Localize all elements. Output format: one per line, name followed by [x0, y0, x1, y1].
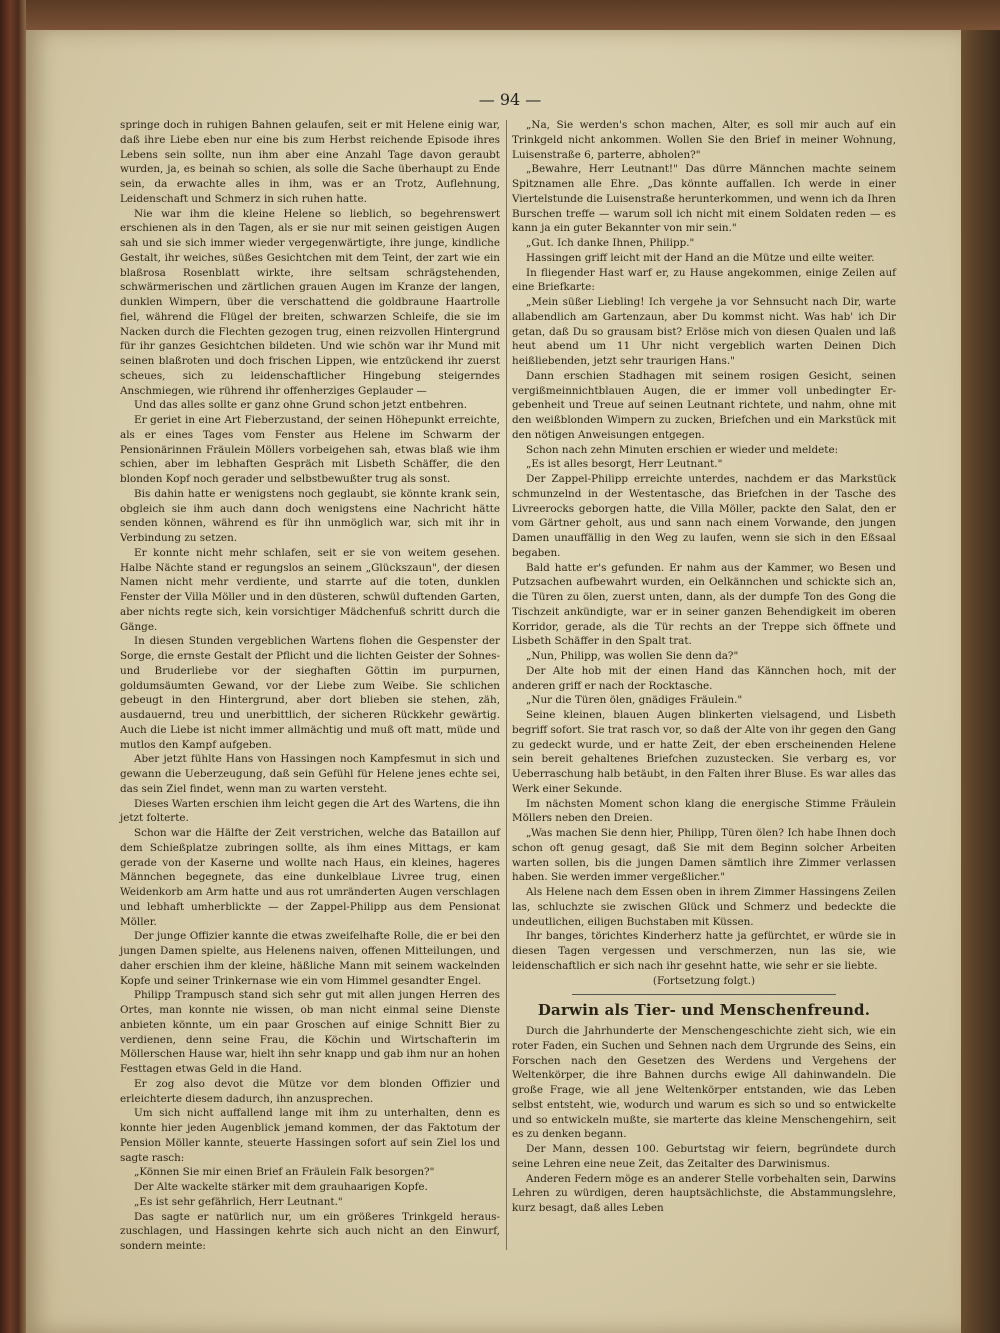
page-right-edge [961, 30, 1000, 1333]
paragraph: Um sich nicht auffallend lange mit ihm zu unterhalten, denn es konnte hier jeden Augenblick jemand kommen, der das Faktotum der Pension Möller kannte, steuerte Hassingen sofort auf sein Ziel los und sagte rasch: [120, 1107, 500, 1164]
paragraph: „Können Sie mir einen Brief an Fräulein Falk besorgen?" [134, 1166, 435, 1179]
book-spine [0, 0, 26, 1333]
paragraph: Hassingen griff leicht mit der Hand an die Mütze und eilte weiter. [526, 251, 875, 264]
paragraph: „Na, Sie werden's schon machen, Alter, es soll mir auch auf ein Trinkgeld nicht ankommen. Wollen Sie den Brief in meiner Wohnung, Luisenstraße 6, parterre, abholen?" [512, 119, 896, 161]
paragraph: Schon nach zehn Minuten erschien er wieder und meldete: [526, 443, 839, 456]
paragraph: Der Alte hob mit der einen Hand das Kännchen hoch, mit der anderen griff er nach der Rocktasche. [512, 664, 896, 692]
left-column [120, 118, 500, 1254]
column-divider [506, 120, 507, 1250]
paragraph: „Nur die Türen ölen, gnädiges Fräulein." [526, 694, 743, 707]
page-top-edge [26, 0, 1000, 30]
paragraph: „Mein süßer Liebling! Ich vergehe ja vor Sehnsucht nach Dir, warte allabendlich am Gartenzaun, aber Du kommst nicht. Was hab' ich Dir getan, daß Du so grausam bist? Erlöse mich von diesen Qualen und laß heut abend um 11 Uhr nicht vergeblich warten Deinen Dich heißliebenden, jetzt sehr traurigen Hans." [512, 296, 896, 367]
article-heading: Darwin als Tier- und Menschenfreund. [537, 1001, 871, 1020]
paragraph: Anderen Federn möge es an anderer Stelle vorbehalten sein, Darwins Lehren zu würdigen, deren hauptsächlichste, die Abstammungslehre, kurz besagt, daß alles Leben [512, 1172, 896, 1214]
paragraph: Er zog also devot die Mütze vor dem blonden Offizier und erleichterte diesem dadurch, ihn anzusprechen. [120, 1077, 500, 1105]
paragraph: „Bewahre, Herr Leutnant!" Das dürre Männchen machte seinem Spitznamen alle Ehre. „Das könnte auffallen. Ich werde in einer Viertelstunde die Luisenstraße herunterkommen, und wenn ich da Ihren Burschen treffe — warum soll ich nicht mit einem Soldaten reden — es kann ja ein guter Bekannter von mir sein." [512, 163, 896, 235]
paragraph: Schon war die Hälfte der Zeit verstrichen, welche das Bataillon auf dem Schießplatze zubringen sollte, als ihm eines Mittags, er kam gerade von der Kaserne und wollte nach Haus, ein kleines, hageres Männchen begegnete, das eine dunkelblaue Livree trug, einen Weidenkorb am Arm hatte und aus rot umränderten Augen verschlagen und lebhaft umherblickte — der Zappel-Philipp aus dem Pensionat Möller. [120, 827, 500, 928]
paragraph: Der Mann, dessen 100. Geburtstag wir feiern, begründete durch seine Lehren eine neue Zeit, das Zeitalter des Darwinismus. [512, 1143, 896, 1170]
paragraph: Durch die Jahrhunderte der Menschengeschichte zieht sich, wie ein roter Faden, ein Suchen und Sehnen nach dem Urgrunde des Seins, ein Forschen nach den Gesetzen des Werdens und Vergehens der Weltenkörper, die ihre Bahnen durchs ewige All dahinwandeln. Die große Frage, wie all jene Weltenkörper entstanden, wie das Leben selbst entsteht, wie, wodurch und warum es sich so und so entwickelte und so entwickeln mußte, sie marterte das kleine Menschengehirn, seit es zu denken begann. [512, 1025, 896, 1141]
paragraph: Ihr banges, törichtes Kinderherz hatte ja gefürchtet, er würde sie in diesen Tagen vergessen und verschmerzen, nun las sie, wie leidenschaftlich er sich nach ihr gesehnt hatte, wie sehr er sie liebte. [512, 930, 896, 972]
paragraph: „Gut. Ich danke Ihnen, Philipp." [526, 237, 695, 249]
paragraph: Aber jetzt fühlte Hans von Hassingen noch Kampfesmut in sich und gewann die Ueberzeugung, daß sein Gefühl für Helene jenes echte sei, das sein Ziel findet, wenn man zu warten versteht. [120, 753, 500, 795]
paragraph: Im nächsten Moment schon klang die energische Stimme Fräulein Möllers neben den Dreien. [512, 797, 896, 825]
paragraph: Philipp Trampusch stand sich sehr gut mit allen jungen Herren des Ortes, man konnte nie wissen, ob man nicht einmal seine Dienste anbieten könnte, um ein paar Groschen auf einige Schnitt Bier zu verdienen, denn seine Frau, die Köchin und Wirtschafterin im Möllerschen Hause war, hielt ihn sehr knapp und gab ihm nur an hohen Festtagen etwas Geld in die Hand. [120, 989, 500, 1075]
paragraph: Der Alte wackelte stärker mit dem grauhaarigen Kopfe. [134, 1181, 428, 1193]
paragraph: In diesen Stunden vergeblichen Wartens flohen die Gespenster der Sorge, die ernste Gestalt der Pflicht und die lichten Geister der Sohnes- und Bruderliebe vor der sieghaften Göttin im purpurnen, goldumsäumten Gewand, vor der Liebe zum Weibe. Sie schlichen gebeugt in den Hintergrund, aber dort blieben sie stehen, zäh, ausdauernd, treu und unerbittlich, der sicheren Rückkehr gewärtig. Auch die Liebe ist nicht immer allmächtig und muß oft matt, müde und mutlos den Kampf aufgeben. [120, 635, 500, 751]
paragraph: „Es ist sehr gefährlich, Herr Leutnant." [134, 1195, 343, 1208]
paragraph: Als Helene nach dem Essen oben in ihrem Zimmer Hassingens Zeilen las, schluchzte sie zwischen Glück und Schmerz und bedeckte die undeutlichen, eiligen Buchstaben mit Küssen. [512, 886, 896, 928]
continuation-note: (Fortsetzung folgt.) [652, 974, 756, 987]
article-divider [572, 994, 836, 995]
paragraph: Der junge Offizier kannte die etwas zweifelhafte Rolle, die er bei den jungen Damen spielte, aus Helenens naiven, offenen Mitteilungen, und daher erschien ihm der kleine, häßliche Mann mit seinem wackelnden Kopfe und seiner Trinkernase wie ein vom Himmel gesandter Engel. [120, 930, 500, 987]
paragraph: In fliegender Hast warf er, zu Hause angekommen, einige Zeilen auf eine Briefkarte: [512, 266, 896, 294]
paragraph: Dann erschien Stadhagen mit seinem rosigen Gesicht, seinen vergißmeinnichtblauen Augen, die er immer voll unbedingter Ergebenheit und Treue auf seinen Leutnant richtete, und nahm, ohne mit den weißblonden Wimpern zu zucken, Briefchen und ein Markstück mit den nötigen Anweisungen entgegen. [512, 369, 896, 441]
paragraph: Er geriet in eine Art Fieberzustand, der seinen Höhepunkt erreichte, als er eines Tages vom Fenster aus Helene im Schwarm der Pensionärinnen Fräulein Möllers vorbeigehen sah, etwas blaß wie ihm schien, aber im lebhaften Gespräch mit Lisbeth Schäffer, die den blonden Kopf noch gerader und selbstbewußter trug als sonst. [120, 414, 500, 485]
page-number: — 94 — [478, 90, 542, 109]
paragraph: Er konnte nicht mehr schlafen, seit er sie von weitem gesehen. Halbe Nächte stand er regungslos an seinem „Glückszaun", der diesen Namen nicht mehr verdiente, und starrte auf die toten, dunklen Fenster der Villa Möller und in den düsteren, schwül duftenden Garten, aber nichts regte sich, kein vorsichtiger Mädchenfuß schritt durch die Gänge. [120, 546, 500, 633]
paragraph: springe doch in ruhigen Bahnen gelaufen, seit er mit Helene einig war, daß ihre Liebe eben nur eine bis zum Herbst reichende Episode ihres Lebens sein sollte, nun ihm aber eine Anzahl Tage davon geraubt wurden, ja, es beinah so schien, als solle die Sache überhaupt zu Ende sein, da erwachte alles in ihm, was er an Trotz, Auflehnung, Leidenschaft und Schmerz in sich ruhen hatte. [120, 119, 500, 205]
paragraph: Nie war ihm die kleine Helene so lieblich, so begehrenswert erschienen als in den Tagen, als er sie nur mit seinen geistigen Augen sah und sie sich immer wieder vergegenwärtigte, ihre junge, kindliche Gestalt, ihr weiches, süßes Gesichtchen mit dem Teint, der zart wie ein blaßrosa Rosenblatt wirkte, ihre seltsam schrägstehenden, schwärmerischen und zärtlichen grauen Augen im Kranze der langen, dunklen Wimpern, über die verschattend die goldbraune Haartrolle fiel, während die Flügel der breiten, schwarzen Schleife, die sie im Nacken durch die Flechten gezogen trug, einen reizvollen Hintergrund für ihr ganzes Gesichtchen bildeten. Und wie schön war ihr Mund mit seinen blaßroten und doch frischen Lippen, wie entzückend ihr zuerst scheues, sich zu leidenschaftlicher Hingebung steigerndes Anschmiegen, wie rührend ihr offenherziges Geplauder — [120, 207, 500, 397]
paragraph: Dieses Warten erschien ihm leicht gegen die Art des Wartens, die ihn jetzt folterte. [120, 797, 500, 825]
right-column [512, 118, 896, 1216]
paragraph: Und das alles sollte er ganz ohne Grund schon jetzt entbehren. [134, 399, 468, 412]
paragraph: „Was machen Sie denn hier, Philipp, Türen ölen? Ich habe Ihnen doch schon oft genug gesagt, daß Sie mit dem Beginn solcher Arbeiten warten sollen, bis die jungen Damen sämtlich ihre Zimmer verlassen haben. Sie werden immer vergeßlicher." [512, 827, 896, 884]
paragraph: Das sagte er natürlich nur, um ein größeres Trinkgeld herauszuschlagen, und Hassingen kehrte sich auch nicht an den Einwurf, sondern meinte: [120, 1210, 500, 1252]
paragraph: „Es ist alles besorgt, Herr Leutnant." [526, 458, 723, 471]
paragraph: Bald hatte er's gefunden. Er nahm aus der Kammer, wo Besen und Putzsachen aufbewahrt wurden, ein Oelkännchen und schickte sich an, die Türen zu ölen, zuerst unten, dann, als der dumpfe Ton des Gong die Tischzeit ankündigte, war er in seiner ganzen Behendigkeit im oberen Korridor, gerade, als die Tür rechts an der Treppe sich öffnete und Lisbeth Schäffer in den Spalt trat. [512, 561, 896, 648]
paragraph: „Nun, Philipp, was wollen Sie denn da?" [526, 650, 739, 662]
paragraph: Seine kleinen, blauen Augen blinkerten vielsagend, und Lisbeth begriff sofort. Sie trat rasch vor, so daß der Alte von ihr gegen den Gang zu gedeckt wurde, und er hatte Zeit, der eben erscheinenden Helene sein bereit gehaltenes Briefchen zuzustecken. Sie verbarg es, vor Ueberraschung halb betäubt, in den Falten ihrer Bluse. Es war alles das Werk einer Sekunde. [512, 709, 896, 795]
paragraph: Der Zappel-Philipp erreichte unterdes, nachdem er das Markstück schmunzelnd in der Westentasche, das Briefchen in der Tasche des Livreerocks geborgen hatte, die Villa Möller, packte den Salat, den er vom Gärtner geholt, aus und sann nach einem Vorwande, den jungen Damen unauffällig in den Weg zu laufen, wenn sie sich in den Eßsaal begaben. [512, 473, 896, 559]
paragraph: Bis dahin hatte er wenigstens noch geglaubt, sie könnte krank sein, obgleich sie ihm auch dann doch wenigstens eine Nachricht hätte senden können, während es für ihn unmöglich war, sich mit ihr in Verbindung zu setzen. [120, 487, 500, 544]
